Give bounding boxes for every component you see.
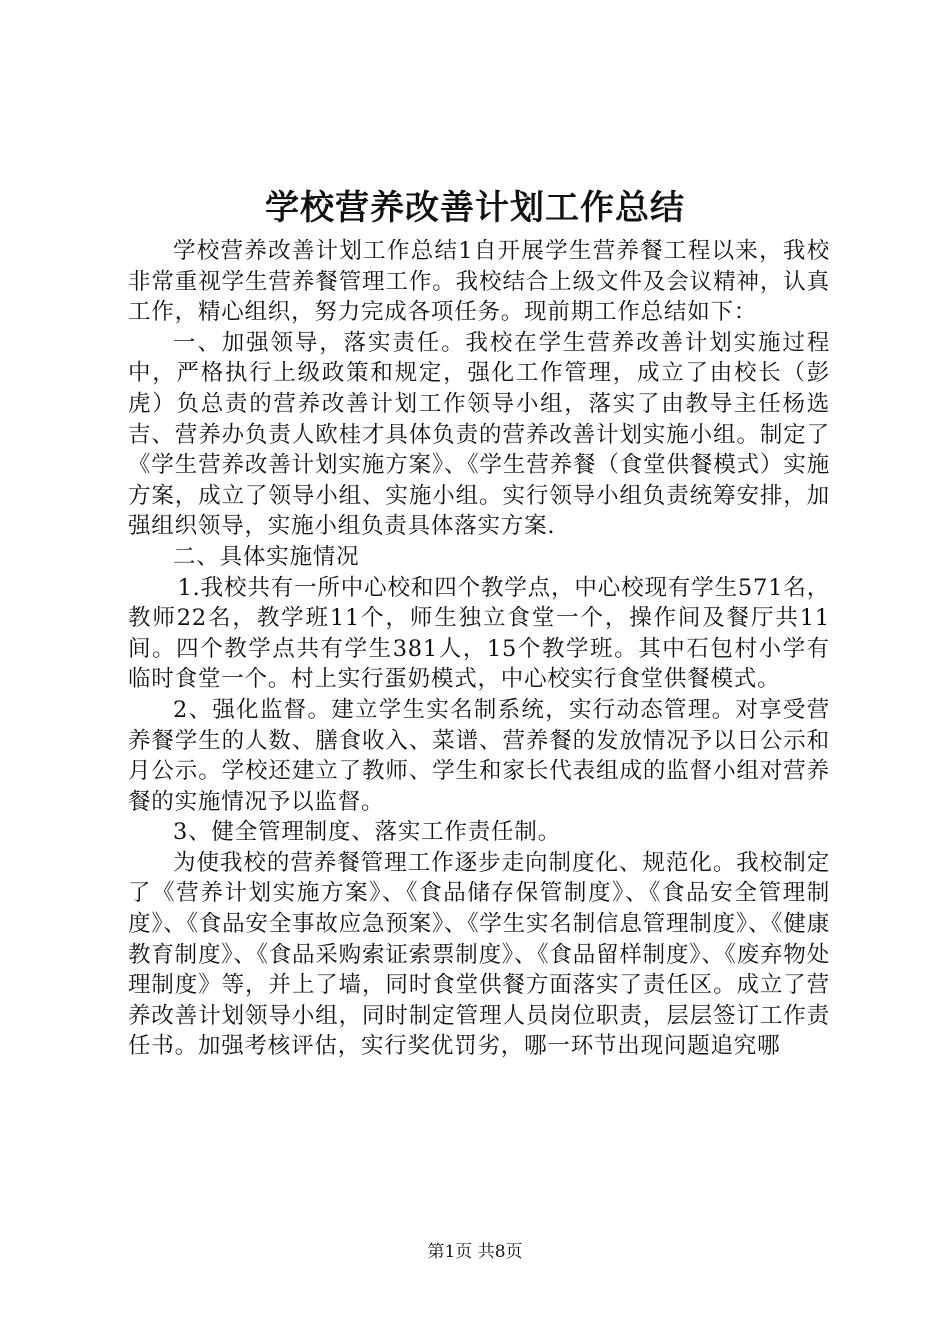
paragraph-supervision: 2、强化监督。建立学生实名制系统，实行动态管理。对享受营养餐学生的人数、膳食收入、菜谱、营养餐的发放情况予以日公示和月公示。学校还建立了教师、学生和家长代表组成的监督小组对营养餐的实施情况予以监督。 [128, 696, 830, 815]
paragraph-school-overview: 1.我校共有一所中心校和四个教学点，中心校现有学生571名，教师22名，教学班11个，师生独立食堂一个，操作间及餐厅共11间。四个教学点共有学生381人，15个教学班。其中石包村小学有临时食堂一个。村上实行蛋奶模式，中心校实行食堂供餐模式。 [128, 574, 830, 693]
paragraph-regulations: 为使我校的营养餐管理工作逐步走向制度化、规范化。我校制定了《营养计划实施方案》、《食品储存保管制度》、《食品安全管理制度》、《食品安全事故应急预案》、《学生实名制信息管理制度》、《健康教育制度》、《食品采购索证索票制度》、《食品留样制度》、《废弃物处理制度》等，并上了墙，同时食堂供餐方面落实了责任区。成立了营养改善计划领导小组，同时制定管理人员岗位职责，层层签订工作责任书。加强考核评估，实行奖优罚劣，哪一环节出现问题追究哪 [128, 849, 830, 1060]
page-footer: 第1页 共8页 [427, 1242, 523, 1262]
paragraph-heading-implementation: 二、具体实施情况 [173, 543, 360, 570]
paragraph-heading-management: 3、健全管理制度、落实工作责任制。 [173, 819, 561, 846]
document-title: 学校营养改善计划工作总结 [265, 188, 685, 228]
paragraph-leadership: 一、加强领导，落实责任。我校在学生营养改善计划实施过程中，严格执行上级政策和规定，强化工作管理，成立了由校长（彭虎）负总责的营养改善计划工作领导小组，落实了由教导主任杨选吉、营养办负责人欧桂才具体负责的营养改善计划实施小组。制定了《学生营养改善计划实施方案》、《学生营养餐（食堂供餐模式）实施方案，成立了领导小组、实施小组。实行领导小组负责统筹安排，加强组织领导，实施小组负责具体落实方案. [128, 329, 830, 540]
paragraph-intro: 学校营养改善计划工作总结1自开展学生营养餐工程以来，我校非常重视学生营养餐管理工作。我校结合上级文件及会议精神，认真工作，精心组织，努力完成各项任务。现前期工作总结如下： [128, 238, 830, 326]
document-body [128, 236, 830, 1062]
